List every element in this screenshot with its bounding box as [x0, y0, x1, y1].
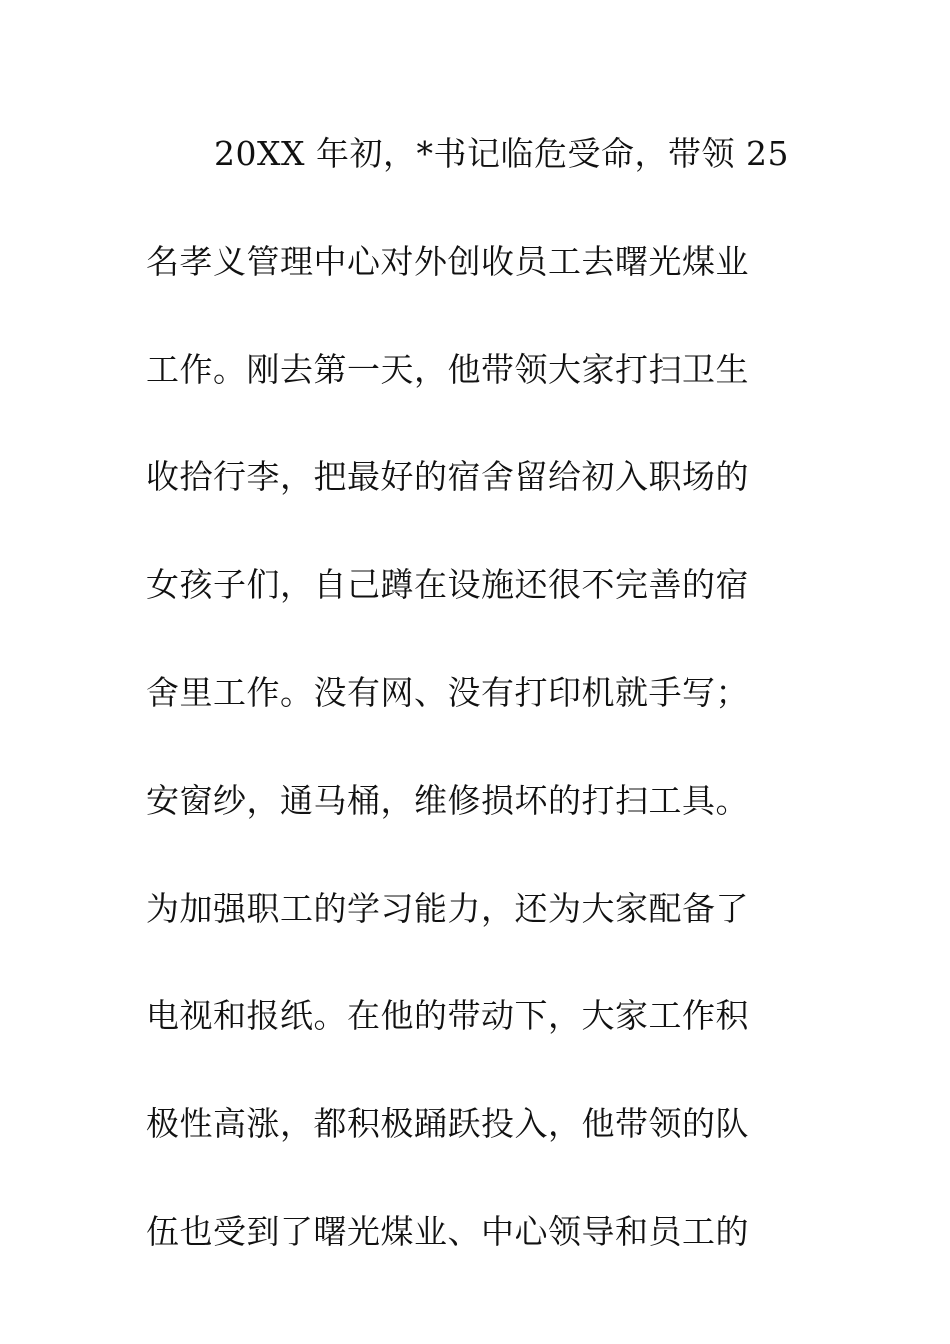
paragraph-line: 名孝义管理中心对外创收员工去曙光煤业 — [146, 241, 749, 281]
paragraph-line: 女孩子们，自己蹲在设施还很不完善的宿 — [146, 565, 749, 605]
paragraph-line: 工作。刚去第一天，他带领大家打扫卫生 — [146, 349, 749, 389]
paragraph-line: 安窗纱，通马桶，维修损坏的打扫工具。 — [146, 780, 749, 820]
paragraph-line: 伍也受到了曙光煤业、中心领导和员工的 — [146, 1211, 749, 1251]
paragraph-line: 20XX 年初，*书记临危受命，带领 25 — [214, 134, 789, 173]
paragraph-line: 为加强职工的学习能力，还为大家配备了 — [146, 888, 749, 928]
body-paragraph — [146, 124, 789, 1310]
paragraph-line: 舍里工作。没有网、没有打印机就手写； — [146, 672, 749, 712]
paragraph-line: 收拾行李，把最好的宿舍留给初入职场的 — [146, 457, 749, 497]
paragraph-line: 极性高涨，都积极踊跃投入，他带领的队 — [146, 1104, 749, 1144]
paragraph-line: 电视和报纸。在他的带动下，大家工作积 — [146, 996, 749, 1036]
